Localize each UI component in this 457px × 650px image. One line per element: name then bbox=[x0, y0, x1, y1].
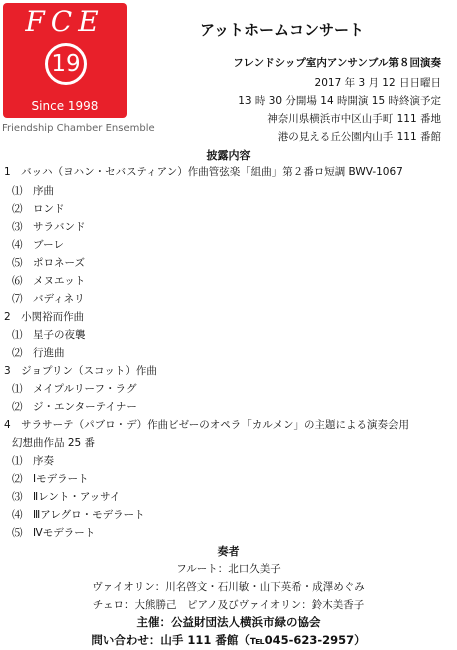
concert-times: 13 時 30 分開場 14 時開演 15 時終演予定 bbox=[238, 95, 441, 107]
venue-address: 神奈川県横浜市中区山手町 111 番地 bbox=[267, 113, 441, 125]
venue-name: 港の見える丘公園内山手 111 番館 bbox=[277, 131, 441, 143]
program-heading: 披露内容 bbox=[206, 149, 251, 162]
program-movement: ⑶ サラバンド bbox=[12, 221, 86, 233]
sponsor: 主催：公益財団法人横浜市緑の協会 bbox=[136, 615, 321, 629]
program-movement: ⑵ Ⅰモデラート bbox=[12, 473, 89, 485]
program-movement: ⑴ 星子の夜襲 bbox=[12, 329, 86, 341]
cello-piano-credit: チェロ：大熊勝己 ピアノ及びヴァイオリン：鈴木美香子 bbox=[92, 599, 365, 611]
logo-initials: FCE bbox=[25, 5, 105, 38]
violin-credit: ヴァイオリン：川名啓文・石川敏・山下英希・成澤めぐみ bbox=[92, 581, 365, 593]
program-movement: ⑷ ブーレ bbox=[12, 239, 64, 251]
logo bbox=[3, 3, 127, 118]
program-item: 1 バッハ（ヨハン・セバスティアン）作曲管弦楽「組曲」第２番ロ短調 BWV-1067 bbox=[4, 166, 403, 178]
program-item-continued: 幻想曲作品 25 番 bbox=[12, 437, 96, 449]
logo-number-badge: 19 bbox=[45, 43, 87, 85]
performers-heading: 奏者 bbox=[217, 545, 240, 558]
program-movement: ⑴ 序奏 bbox=[12, 455, 54, 467]
program-movement: ⑵ ジ・エンターテイナー bbox=[12, 401, 137, 413]
concert-subtitle: フレンドシップ室内アンサンブル第８回演奏 bbox=[233, 57, 441, 69]
program-movement: ⑹ メヌエット bbox=[12, 275, 86, 287]
page-title: アットホームコンサート bbox=[200, 21, 364, 39]
ensemble-name: Friendship Chamber Ensemble bbox=[2, 123, 155, 134]
flute-credit: フルート：北口久美子 bbox=[176, 563, 281, 575]
program-item: 2 小関裕而作曲 bbox=[4, 311, 85, 323]
concert-date: 2017 年 3 月 12 日日曜日 bbox=[314, 77, 441, 89]
program-movement: ⑵ 行進曲 bbox=[12, 347, 65, 359]
program-movement: ⑷ Ⅲアレグロ・モデラート bbox=[12, 509, 145, 521]
contact-info: 問い合わせ：山手 111 番館（℡045-623-2957） bbox=[91, 633, 366, 647]
program-movement: ⑴ 序曲 bbox=[12, 185, 54, 197]
program-item: 3 ジョプリン（スコット）作曲 bbox=[4, 365, 157, 377]
program-movement: ⑺ バディネリ bbox=[12, 293, 85, 305]
program-movement: ⑸ Ⅳモデラート bbox=[12, 527, 96, 539]
program-movement: ⑶ Ⅱレント・アッサイ bbox=[12, 491, 121, 503]
program-movement: ⑸ ポロネーズ bbox=[12, 257, 85, 269]
program-movement: ⑴ メイプルリーフ・ラグ bbox=[12, 383, 137, 395]
logo-since: Since 1998 bbox=[31, 99, 99, 113]
program-movement: ⑵ ロンド bbox=[12, 203, 65, 215]
program-item: 4 サラサーテ（パブロ・デ）作曲ビゼーのオペラ「カルメン」の主題による演奏会用 bbox=[4, 419, 409, 431]
